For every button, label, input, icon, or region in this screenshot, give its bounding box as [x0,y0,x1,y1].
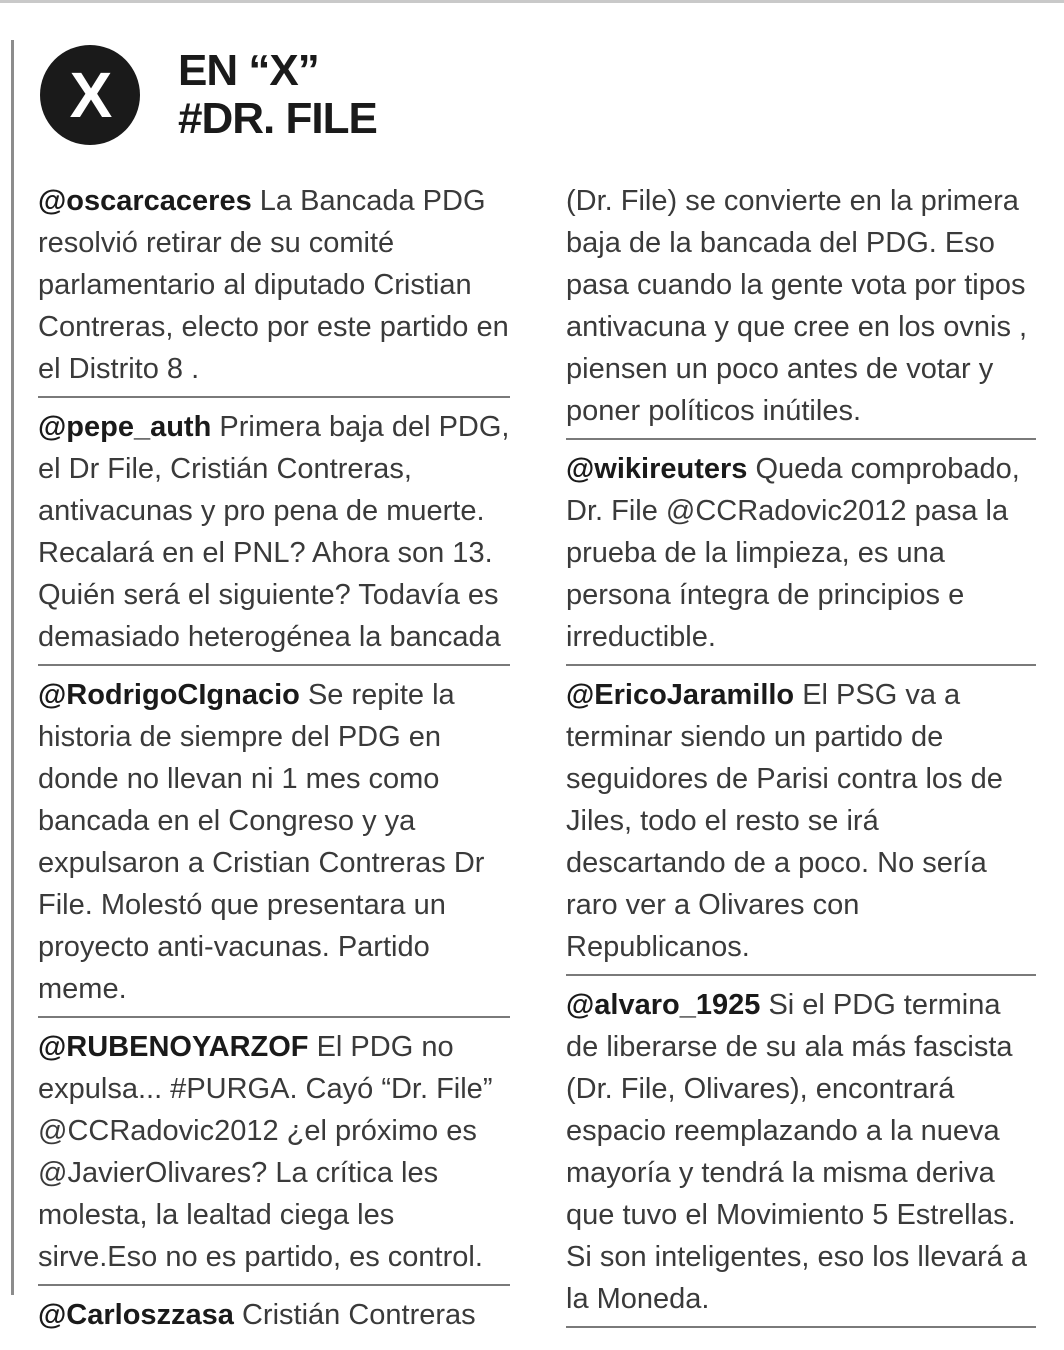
title-line-2: #DR. FILE [178,94,377,143]
tweet-handle: @oscarcaceres [38,185,252,217]
tweet-text: El PDG no expulsa... #PURGA. Cayó “Dr. File” @CCRadovic2012 ¿el próximo es @JavierOlivares? La crítica les molesta, la lealtad ciega les sirve.Eso no es partido, es control. [38,1031,493,1273]
tweet-item [38,1026,510,1286]
tweet-handle: @wikireuters [566,453,748,485]
top-rule [0,0,1064,3]
right-column [566,180,1036,1336]
tweet-handle: @RodrigoCIgnacio [38,679,300,711]
x-logo-icon: X [40,45,140,145]
tweet-handle: @RUBENOYARZOF [38,1031,309,1063]
tweet-item [38,1294,510,1342]
section-header [40,40,377,150]
tweet-item [566,448,1036,666]
tweet-text: La Bancada PDG resolvió retirar de su comité parlamentario al diputado Cristian Contreras, electo por este partido en el Distrito 8 . [38,185,509,385]
tweet-text: El PSG va a terminar siendo un partido de seguidores de Parisi contra los de Jiles, todo el resto se irá descartando de a poco. No sería raro ver a Olivares con Republicanos. [566,679,1003,963]
tweet-handle: @Carloszzasa [38,1299,234,1331]
tweet-handle: @alvaro_1925 [566,989,761,1021]
left-column [38,180,510,1350]
tweet-text: Si el PDG termina de liberarse de su ala más fascista (Dr. File, Olivares), encontrará espacio reemplazando a la nueva mayoría y tendrá la misma deriva que tuvo el Movimiento 5 Estrellas. Si son inteligentes, eso los llevará a la Moneda. [566,989,1028,1315]
section-title [178,47,377,143]
tweet-text: (Dr. File) se convierte en la primera baja de la bancada del PDG. Eso pasa cuando la gente vota por tipos antivacuna y que cree en los ovnis , piensen un poco antes de votar y poner políticos inútiles. [566,185,1028,427]
tweet-item-continued [566,180,1036,440]
tweet-item [38,406,510,666]
tweet-item [566,984,1036,1328]
tweet-text: Primera baja del PDG, el Dr File, Cristián Contreras, antivacunas y pro pena de muerte. Recalará en el PNL? Ahora son 13. Quién será el siguiente? Todavía es demasiado heterogénea la bancada [38,411,510,653]
tweet-item [566,674,1036,976]
tweet-handle: @EricoJaramillo [566,679,795,711]
tweet-item [38,674,510,1018]
tweet-handle: @pepe_auth [38,411,212,443]
tweet-item [38,180,510,398]
title-line-1: EN “X” [178,46,319,95]
tweet-text: Cristián Contreras [241,1299,476,1331]
left-column-rule [11,40,14,1295]
tweet-text: Se repite la historia de siempre del PDG en donde no llevan ni 1 mes como bancada en el Congreso y ya expulsaron a Cristian Contreras Dr File. Molestó que presentara un proyecto anti-vacunas. Partido meme. [38,679,485,1005]
tweet-text: Queda comprobado, Dr. File @CCRadovic2012 pasa la prueba de la limpieza, es una persona íntegra de principios e irreductible. [566,453,1020,653]
